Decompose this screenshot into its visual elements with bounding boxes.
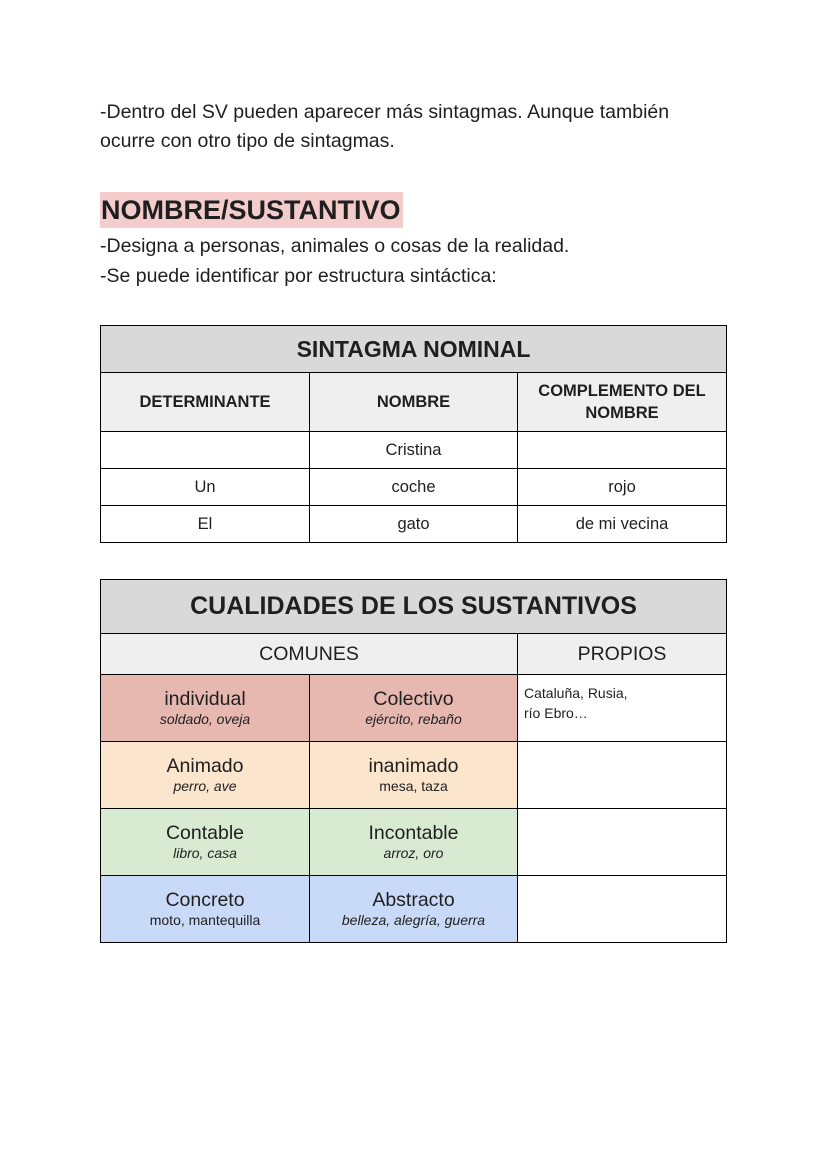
- quality-label: Colectivo: [373, 688, 454, 710]
- column-header-nombre: NOMBRE: [310, 373, 518, 432]
- quality-label: Concreto: [165, 889, 245, 911]
- quality-cell: [101, 742, 310, 809]
- quality-label: Incontable: [368, 822, 459, 844]
- column-header-determinante: DETERMINANTE: [101, 373, 310, 432]
- table-cell: El: [101, 506, 310, 543]
- cualidades-table: [100, 579, 727, 943]
- propios-cell: [518, 876, 727, 943]
- propios-cell: [518, 742, 727, 809]
- quality-cell: [310, 809, 518, 876]
- propios-cell: [518, 809, 727, 876]
- table-cell: Cristina: [310, 432, 518, 469]
- quality-label: inanimado: [368, 755, 459, 777]
- table-title: SINTAGMA NOMINAL: [101, 326, 727, 373]
- quality-label: Animado: [166, 755, 244, 777]
- column-header-propios: PROPIOS: [518, 634, 727, 675]
- quality-example: belleza, alegría, guerra: [341, 912, 486, 928]
- table-cell: [518, 432, 727, 469]
- quality-cell: [310, 675, 518, 742]
- table-row: [101, 742, 727, 809]
- quality-label: individual: [164, 688, 246, 710]
- section-description: [100, 231, 740, 291]
- quality-example: arroz, oro: [383, 845, 444, 861]
- table-cell: Un: [101, 469, 310, 506]
- column-header-comunes: COMUNES: [101, 634, 518, 675]
- table-row: [101, 876, 727, 943]
- table-cell: gato: [310, 506, 518, 543]
- table-row: [101, 506, 727, 543]
- section-heading: NOMBRE/SUSTANTIVO: [100, 192, 403, 228]
- table-row: [101, 675, 727, 742]
- propios-examples: Cataluña, Rusia, río Ebro…: [524, 685, 628, 721]
- quality-cell: [101, 809, 310, 876]
- table-cell: [101, 432, 310, 469]
- propios-cell: [518, 675, 727, 742]
- table-row: [101, 809, 727, 876]
- quality-example: moto, mantequilla: [149, 912, 261, 928]
- column-header-complemento: COMPLEMENTO DEL NOMBRE: [518, 373, 727, 432]
- quality-cell: [101, 675, 310, 742]
- table-cell: rojo: [518, 469, 727, 506]
- table-row: [101, 469, 727, 506]
- description-line-2: -Se puede identificar por estructura sintáctica:: [100, 265, 497, 287]
- quality-example: libro, casa: [173, 845, 237, 861]
- quality-example: ejército, rebaño: [365, 711, 462, 727]
- sintagma-nominal-table: [100, 325, 727, 543]
- intro-line-1: -Dentro del SV pueden aparecer más sintagmas. Aunque también: [100, 101, 670, 123]
- table-cell: coche: [310, 469, 518, 506]
- quality-label: Abstracto: [372, 889, 455, 911]
- quality-example: soldado, oveja: [159, 711, 251, 727]
- quality-example: mesa, taza: [379, 778, 448, 794]
- table-cell: de mi vecina: [518, 506, 727, 543]
- table-row: [101, 432, 727, 469]
- quality-cell: [101, 876, 310, 943]
- intro-line-2: ocurre con otro tipo de sintagmas.: [100, 130, 395, 152]
- table-title: CUALIDADES DE LOS SUSTANTIVOS: [101, 580, 727, 634]
- quality-cell: [310, 742, 518, 809]
- quality-example: perro, ave: [173, 778, 237, 794]
- description-line-1: -Designa a personas, animales o cosas de la realidad.: [100, 235, 570, 257]
- intro-paragraph: [100, 98, 740, 156]
- quality-cell: [310, 876, 518, 943]
- quality-label: Contable: [165, 822, 245, 844]
